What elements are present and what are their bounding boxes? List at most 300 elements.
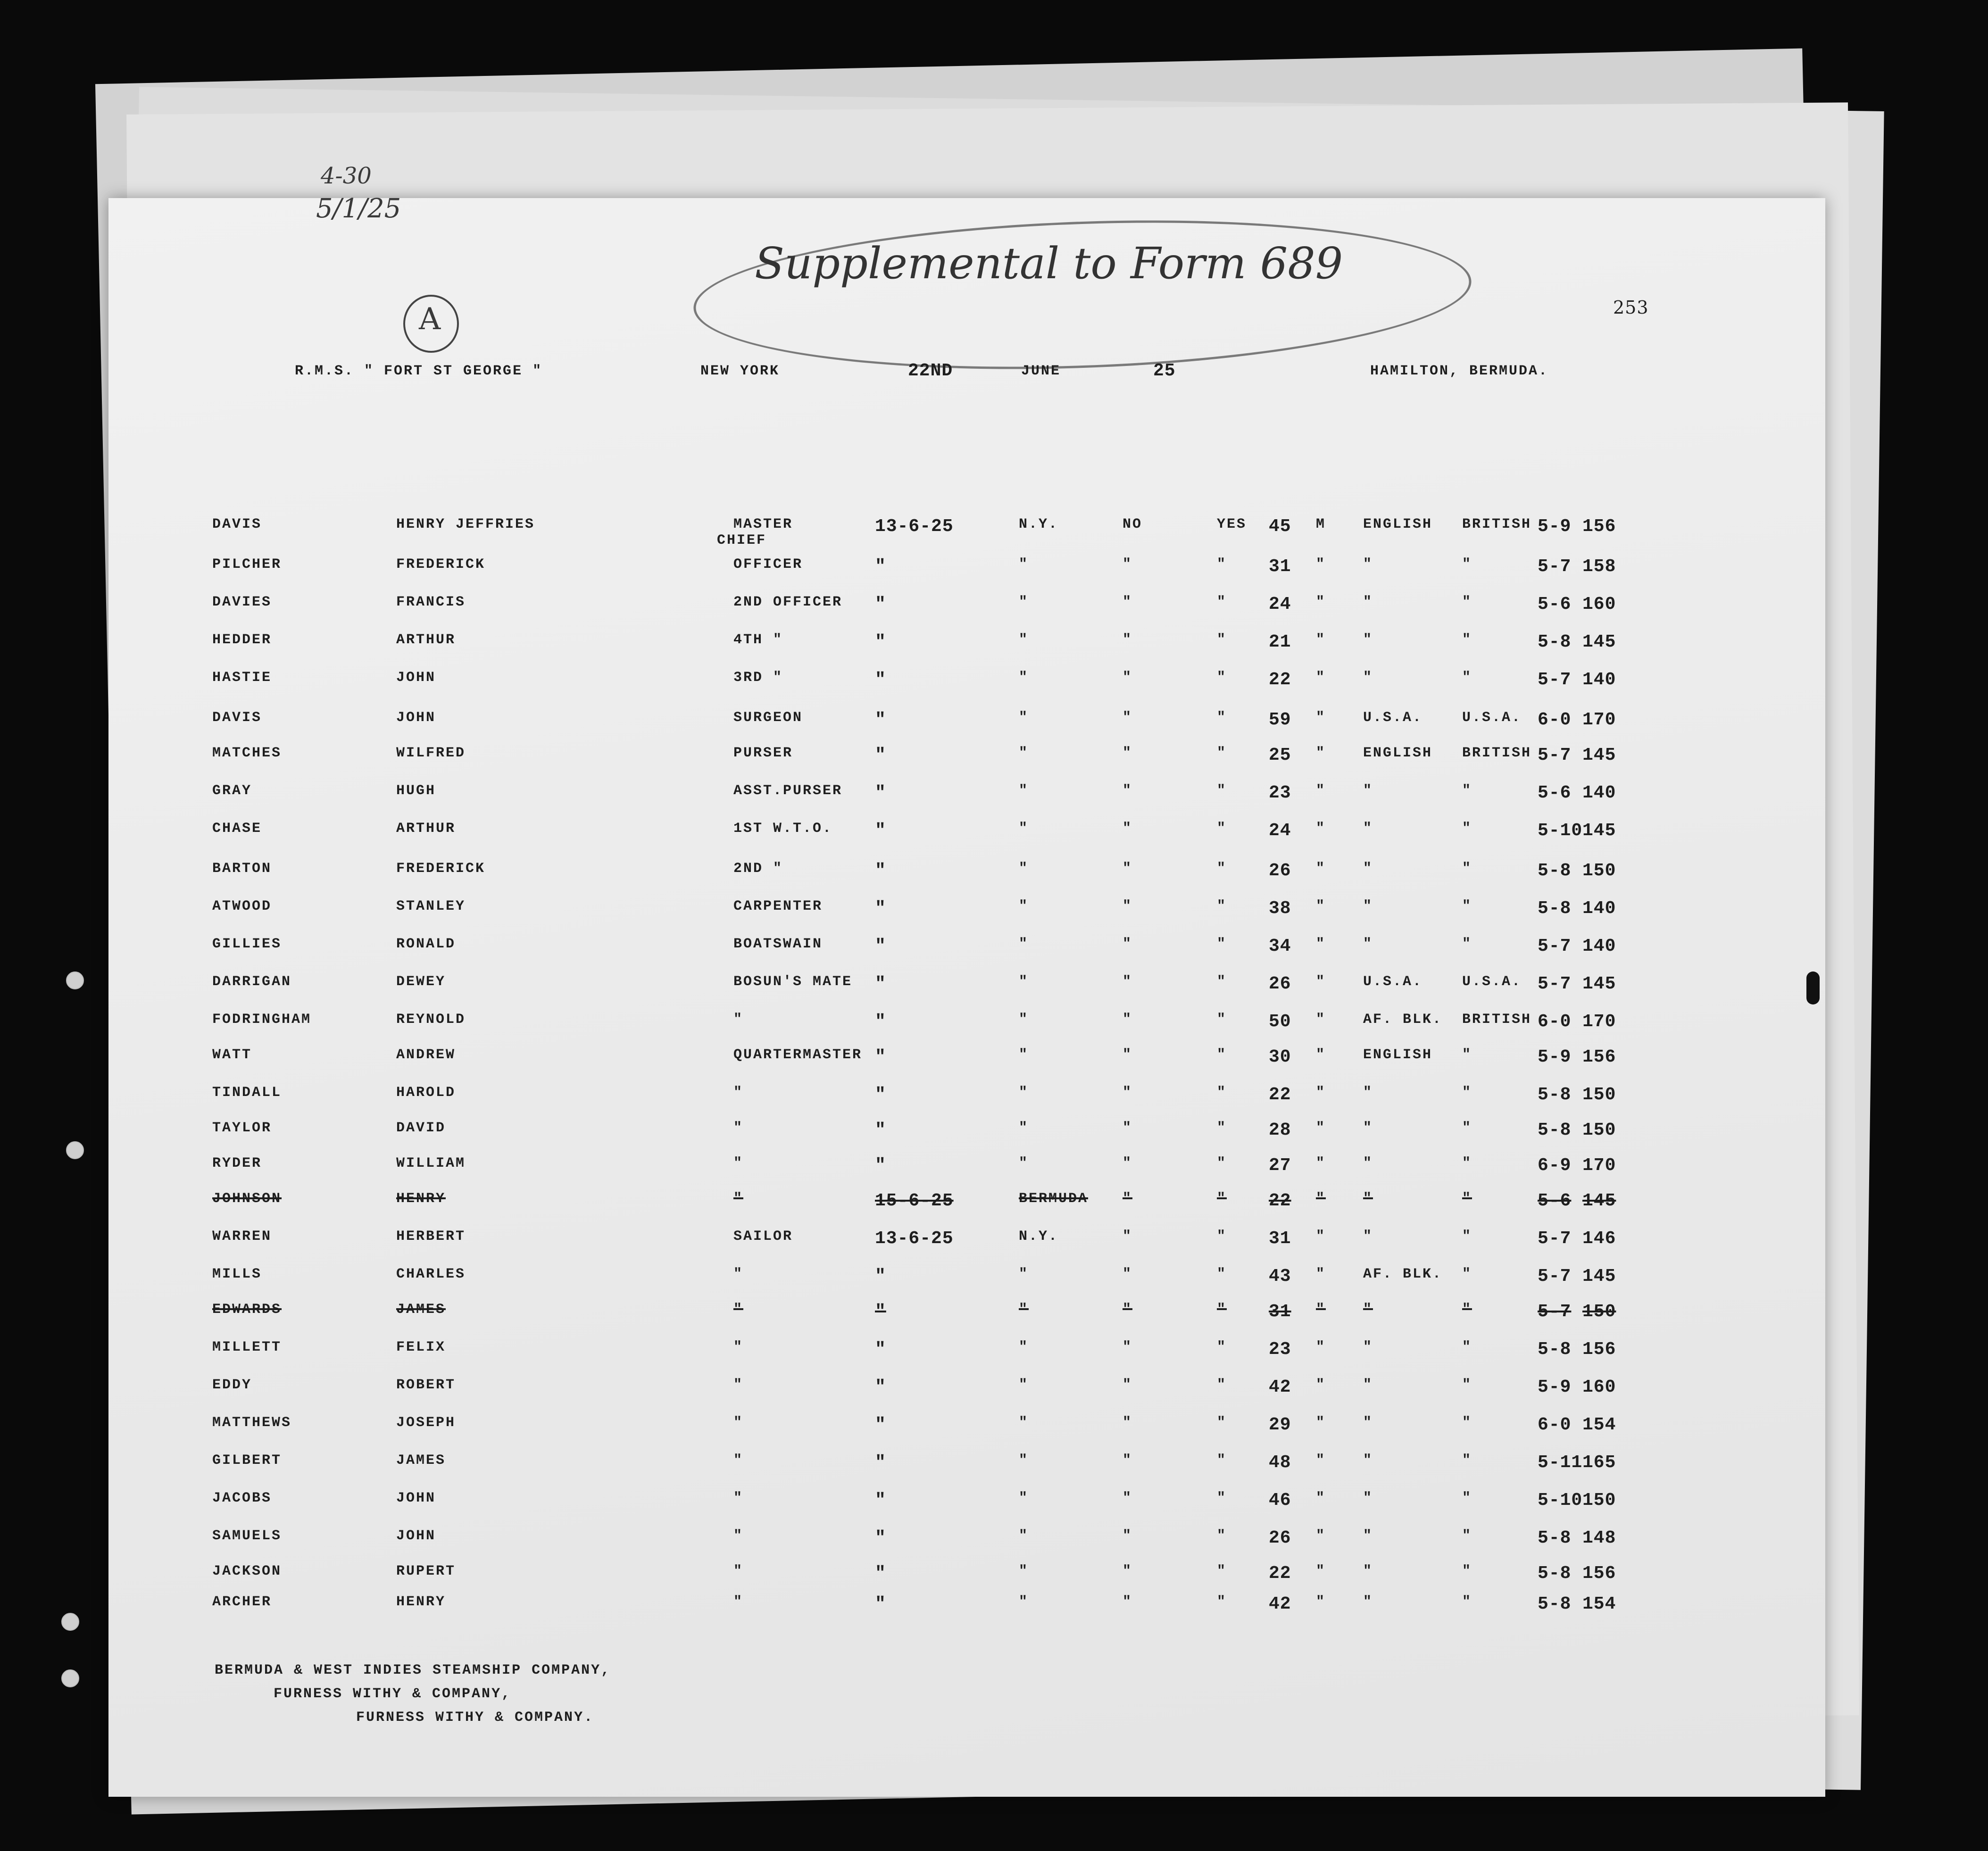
crew-given-name: HENRY [396, 1191, 446, 1207]
crew-race: " [1363, 783, 1373, 799]
crew-sex: " [1316, 1085, 1326, 1101]
crew-engaged-place: " [1019, 1490, 1029, 1506]
footer-line: BERMUDA & WEST INDIES STEAMSHIP COMPANY, [215, 1662, 611, 1678]
footer-line: FURNESS WITHY & COMPANY. [356, 1710, 594, 1726]
crew-literacy-no: " [1123, 861, 1133, 877]
crew-given-name: REYNOLD [396, 1012, 466, 1028]
crew-engaged-date: " [875, 670, 886, 690]
crew-nationality: " [1462, 556, 1472, 573]
crew-position: " [733, 1339, 744, 1355]
crew-weight: 156 [1582, 1047, 1616, 1067]
crew-age: 26 [1269, 1528, 1291, 1548]
crew-row [0, 745, 1988, 773]
crew-literacy-yes: " [1217, 1528, 1227, 1544]
crew-race: " [1363, 1339, 1373, 1355]
crew-literacy-no: " [1123, 974, 1133, 990]
crew-row [0, 1339, 1988, 1368]
footer-line: FURNESS WITHY & COMPANY, [274, 1686, 512, 1702]
crew-age: 23 [1269, 1339, 1291, 1360]
crew-engaged-place: " [1019, 1302, 1029, 1318]
crew-weight: 145 [1582, 821, 1616, 841]
crew-age: 34 [1269, 936, 1291, 956]
crew-literacy-no: " [1123, 821, 1133, 837]
crew-height: 5-8 [1538, 1339, 1572, 1360]
crew-sex: " [1316, 1191, 1326, 1207]
crew-surname: EDWARDS [212, 1302, 282, 1318]
crew-weight: 145 [1582, 745, 1616, 765]
crew-literacy-yes: " [1217, 1266, 1227, 1282]
crew-engaged-place: " [1019, 783, 1029, 799]
crew-surname: CHASE [212, 821, 262, 837]
crew-position: " [733, 1012, 744, 1028]
crew-literacy-yes: " [1217, 745, 1227, 761]
crew-engaged-place: " [1019, 1266, 1029, 1282]
crew-position: BOSUN'S MATE [733, 974, 853, 990]
crew-height: 6-0 [1538, 710, 1572, 730]
crew-engaged-date: " [875, 1415, 886, 1435]
crew-race: AF. BLK. [1363, 1012, 1443, 1028]
crew-height: 5-6 [1538, 1191, 1572, 1211]
crew-row [0, 1563, 1988, 1592]
punch-hole [61, 1669, 79, 1687]
crew-engaged-date: " [875, 861, 886, 881]
crew-given-name: HENRY [396, 1594, 446, 1610]
crew-literacy-yes: " [1217, 1085, 1227, 1101]
crew-surname: TAYLOR [212, 1120, 272, 1136]
crew-literacy-yes: " [1217, 710, 1227, 726]
crew-engaged-place: " [1019, 898, 1029, 914]
crew-row [0, 1266, 1988, 1295]
crew-row [0, 1528, 1988, 1556]
crew-given-name: DEWEY [396, 974, 446, 990]
crew-race: " [1363, 1528, 1373, 1544]
crew-age: 26 [1269, 861, 1291, 881]
crew-literacy-no: " [1123, 1085, 1133, 1101]
crew-literacy-no: " [1123, 710, 1133, 726]
crew-position: SAILOR [733, 1228, 793, 1245]
crew-engaged-date: " [875, 1377, 886, 1397]
crew-surname: FODRINGHAM [212, 1012, 312, 1028]
crew-given-name: JAMES [396, 1302, 446, 1318]
crew-height: 5-7 [1538, 556, 1572, 577]
crew-engaged-place: " [1019, 936, 1029, 952]
crew-engaged-place: " [1019, 1377, 1029, 1393]
crew-row [0, 1012, 1988, 1040]
crew-weight: 170 [1582, 710, 1616, 730]
crew-height: 5-8 [1538, 1120, 1572, 1140]
crew-position: OFFICER [733, 556, 803, 573]
crew-race: " [1363, 1302, 1373, 1318]
handwritten-note: 4-30 [321, 163, 372, 189]
crew-literacy-no: " [1123, 1453, 1133, 1469]
crew-surname: EDDY [212, 1377, 252, 1393]
crew-position: ASST.PURSER [733, 783, 843, 799]
crew-sex: " [1316, 974, 1326, 990]
crew-height: 5-7 [1538, 745, 1572, 765]
crew-literacy-yes: " [1217, 783, 1227, 799]
crew-engaged-date: " [875, 783, 886, 803]
crew-engaged-date: " [875, 1155, 886, 1176]
crew-position: MASTER [733, 516, 793, 532]
crew-height: 5-8 [1538, 1085, 1572, 1105]
crew-row [0, 1047, 1988, 1075]
departure-day: 22ND [908, 361, 953, 381]
crew-given-name: HUGH [396, 783, 436, 799]
crew-literacy-yes: " [1217, 1012, 1227, 1028]
crew-surname: MATCHES [212, 745, 282, 761]
crew-race: " [1363, 632, 1373, 648]
crew-literacy-yes: " [1217, 632, 1227, 648]
crew-height: 5-8 [1538, 632, 1572, 652]
crew-age: 31 [1269, 1228, 1291, 1249]
circled-letter: A [419, 302, 441, 337]
crew-race: " [1363, 1120, 1373, 1136]
crew-weight: 150 [1582, 861, 1616, 881]
crew-surname: DARRIGAN [212, 974, 292, 990]
crew-position: 2ND OFFICER [733, 594, 843, 610]
crew-position: " [733, 1302, 744, 1318]
crew-nationality: BRITISH [1462, 516, 1532, 532]
crew-age: 31 [1269, 556, 1291, 577]
crew-nationality: " [1462, 1191, 1472, 1207]
crew-position: " [733, 1453, 744, 1469]
crew-given-name: FREDERICK [396, 861, 486, 877]
crew-row [0, 1228, 1988, 1257]
crew-age: 22 [1269, 1563, 1291, 1584]
crew-race: " [1363, 1191, 1373, 1207]
crew-surname: MATTHEWS [212, 1415, 292, 1431]
crew-height: 5-7 [1538, 1266, 1572, 1287]
crew-engaged-date: " [875, 974, 886, 994]
crew-literacy-yes: " [1217, 1415, 1227, 1431]
crew-engaged-date: " [875, 1085, 886, 1105]
crew-surname: MILLS [212, 1266, 262, 1282]
crew-surname: SAMUELS [212, 1528, 282, 1544]
crew-nationality: U.S.A. [1462, 710, 1522, 726]
crew-position: " [733, 1563, 744, 1579]
crew-engaged-date: " [875, 1047, 886, 1067]
crew-race: " [1363, 936, 1373, 952]
crew-literacy-no: " [1123, 1266, 1133, 1282]
crew-surname: DAVIES [212, 594, 272, 610]
crew-literacy-no: " [1123, 898, 1133, 914]
crew-position-prefix: CHIEF [717, 532, 767, 548]
crew-given-name: FRANCIS [396, 594, 466, 610]
crew-age: 22 [1269, 1191, 1291, 1211]
crew-sex: " [1316, 936, 1326, 952]
crew-row [0, 710, 1988, 738]
crew-given-name: DAVID [396, 1120, 446, 1136]
crew-engaged-place: " [1019, 1155, 1029, 1171]
crew-given-name: HERBERT [396, 1228, 466, 1245]
crew-literacy-yes: " [1217, 1339, 1227, 1355]
crew-race: " [1363, 1155, 1373, 1171]
crew-engaged-date: " [875, 710, 886, 730]
crew-age: 23 [1269, 783, 1291, 803]
crew-height: 5-6 [1538, 783, 1572, 803]
crew-literacy-yes: " [1217, 1377, 1227, 1393]
crew-sex: " [1316, 783, 1326, 799]
crew-literacy-no: NO [1123, 516, 1143, 532]
crew-row [0, 1453, 1988, 1481]
crew-given-name: FREDERICK [396, 556, 486, 573]
crew-literacy-no: " [1123, 783, 1133, 799]
crew-surname: WATT [212, 1047, 252, 1063]
crew-literacy-no: " [1123, 1563, 1133, 1579]
crew-given-name: JOHN [396, 1528, 436, 1544]
crew-position: " [733, 1594, 744, 1610]
crew-age: 31 [1269, 1302, 1291, 1322]
crew-age: 28 [1269, 1120, 1291, 1140]
crew-engaged-date: " [875, 1120, 886, 1140]
crew-engaged-date: 15-6-25 [875, 1191, 954, 1211]
crew-engaged-place: " [1019, 1339, 1029, 1355]
crew-engaged-date: " [875, 1490, 886, 1511]
crew-engaged-place: " [1019, 745, 1029, 761]
crew-position: BOATSWAIN [733, 936, 823, 952]
crew-position: 1ST W.T.O. [733, 821, 833, 837]
crew-literacy-yes: " [1217, 861, 1227, 877]
crew-literacy-yes: " [1217, 1047, 1227, 1063]
crew-height: 5-10 [1538, 821, 1583, 841]
crew-row [0, 1377, 1988, 1405]
crew-age: 38 [1269, 898, 1291, 919]
crew-surname: TINDALL [212, 1085, 282, 1101]
crew-nationality: " [1462, 1120, 1472, 1136]
crew-weight: 150 [1582, 1120, 1616, 1140]
crew-literacy-no: " [1123, 1528, 1133, 1544]
crew-literacy-no: " [1123, 1228, 1133, 1245]
crew-engaged-place: N.Y. [1019, 1228, 1059, 1245]
crew-age: 22 [1269, 670, 1291, 690]
crew-position: " [733, 1490, 744, 1506]
crew-engaged-place: " [1019, 1528, 1029, 1544]
crew-nationality: " [1462, 821, 1472, 837]
crew-sex: " [1316, 1155, 1326, 1171]
crew-race: " [1363, 594, 1373, 610]
crew-given-name: CHARLES [396, 1266, 466, 1282]
crew-surname: ARCHER [212, 1594, 272, 1610]
departure-year: 25 [1153, 361, 1176, 381]
crew-sex: " [1316, 1490, 1326, 1506]
crew-sex: " [1316, 632, 1326, 648]
crew-literacy-no: " [1123, 1377, 1133, 1393]
crew-surname: JACKSON [212, 1563, 282, 1579]
crew-nationality: " [1462, 1266, 1472, 1282]
crew-engaged-place: " [1019, 1047, 1029, 1063]
crew-literacy-no: " [1123, 1415, 1133, 1431]
crew-literacy-yes: " [1217, 556, 1227, 573]
crew-engaged-place: " [1019, 1453, 1029, 1469]
crew-race: " [1363, 1085, 1373, 1101]
crew-engaged-date: " [875, 821, 886, 841]
crew-position: " [733, 1120, 744, 1136]
crew-engaged-place: " [1019, 1085, 1029, 1101]
crew-row [0, 1302, 1988, 1330]
handwritten-oval-note: Supplemental to Form 689 [755, 238, 1343, 289]
crew-engaged-date: " [875, 1266, 886, 1287]
crew-race: " [1363, 1594, 1373, 1610]
crew-surname: DAVIS [212, 516, 262, 532]
crew-position: 2ND " [733, 861, 783, 877]
crew-race: " [1363, 1377, 1373, 1393]
crew-age: 48 [1269, 1453, 1291, 1473]
crew-height: 5-9 [1538, 1047, 1572, 1067]
crew-given-name: JOHN [396, 710, 436, 726]
crew-nationality: " [1462, 1453, 1472, 1469]
crew-engaged-place: " [1019, 861, 1029, 877]
crew-surname: HEDDER [212, 632, 272, 648]
crew-age: 24 [1269, 594, 1291, 614]
crew-given-name: ARTHUR [396, 632, 456, 648]
crew-position: " [733, 1191, 744, 1207]
crew-position: " [733, 1415, 744, 1431]
crew-sex: " [1316, 710, 1326, 726]
crew-engaged-place: " [1019, 632, 1029, 648]
crew-surname: GILBERT [212, 1453, 282, 1469]
crew-position: CARPENTER [733, 898, 823, 914]
departure-port: NEW YORK [700, 363, 780, 379]
crew-row [0, 936, 1988, 964]
crew-race: " [1363, 1453, 1373, 1469]
crew-row [0, 1085, 1988, 1113]
crew-race: " [1363, 821, 1373, 837]
crew-sex: M [1316, 516, 1326, 532]
crew-nationality: " [1462, 861, 1472, 877]
crew-position: " [733, 1085, 744, 1101]
crew-given-name: STANLEY [396, 898, 466, 914]
crew-race: " [1363, 1415, 1373, 1431]
crew-height: 6-0 [1538, 1415, 1572, 1435]
crew-weight: 140 [1582, 670, 1616, 690]
crew-height: 5-8 [1538, 1594, 1572, 1614]
crew-row [0, 898, 1988, 927]
crew-race: " [1363, 861, 1373, 877]
crew-literacy-no: " [1123, 1155, 1133, 1171]
crew-age: 30 [1269, 1047, 1291, 1067]
crew-weight: 150 [1582, 1490, 1616, 1511]
destination: HAMILTON, BERMUDA. [1370, 363, 1549, 379]
crew-surname: ATWOOD [212, 898, 272, 914]
crew-literacy-yes: " [1217, 1191, 1227, 1207]
crew-weight: 145 [1582, 632, 1616, 652]
crew-literacy-yes: " [1217, 936, 1227, 952]
crew-race: " [1363, 1563, 1373, 1579]
crew-position: QUARTERMASTER [733, 1047, 863, 1063]
crew-age: 24 [1269, 821, 1291, 841]
crew-engaged-date: " [875, 632, 886, 652]
crew-height: 5-8 [1538, 861, 1572, 881]
crew-surname: PILCHER [212, 556, 282, 573]
crew-weight: 145 [1582, 1266, 1616, 1287]
crew-weight: 146 [1582, 1228, 1616, 1249]
crew-engaged-date: " [875, 1302, 886, 1322]
crew-surname: JOHNSON [212, 1191, 282, 1207]
crew-race: " [1363, 670, 1373, 686]
crew-given-name: HAROLD [396, 1085, 456, 1101]
crew-engaged-date: 13-6-25 [875, 1228, 954, 1249]
crew-sex: " [1316, 1120, 1326, 1136]
crew-surname: DAVIS [212, 710, 262, 726]
crew-given-name: WILFRED [396, 745, 466, 761]
crew-age: 59 [1269, 710, 1291, 730]
crew-weight: 170 [1582, 1012, 1616, 1032]
crew-height: 5-7 [1538, 974, 1572, 994]
crew-literacy-yes: " [1217, 1594, 1227, 1610]
crew-sex: " [1316, 1302, 1326, 1318]
crew-height: 5-8 [1538, 1563, 1572, 1584]
crew-position: " [733, 1377, 744, 1393]
crew-weight: 148 [1582, 1528, 1616, 1548]
crew-literacy-yes: " [1217, 821, 1227, 837]
crew-age: 27 [1269, 1155, 1291, 1176]
page-number: 253 [1613, 297, 1649, 318]
crew-race: ENGLISH [1363, 516, 1433, 532]
crew-literacy-yes: " [1217, 1563, 1227, 1579]
crew-weight: 150 [1582, 1085, 1616, 1105]
crew-surname: MILLETT [212, 1339, 282, 1355]
crew-age: 21 [1269, 632, 1291, 652]
crew-literacy-yes: " [1217, 898, 1227, 914]
crew-race: U.S.A. [1363, 974, 1423, 990]
crew-height: 6-0 [1538, 1012, 1572, 1032]
crew-race: AF. BLK. [1363, 1266, 1443, 1282]
crew-engaged-date: " [875, 556, 886, 577]
crew-surname: WARREN [212, 1228, 272, 1245]
crew-row [0, 632, 1988, 660]
crew-literacy-yes: " [1217, 594, 1227, 610]
crew-age: 46 [1269, 1490, 1291, 1511]
crew-sex: " [1316, 1528, 1326, 1544]
crew-sex: " [1316, 1339, 1326, 1355]
crew-weight: 154 [1582, 1594, 1616, 1614]
crew-height: 5-7 [1538, 670, 1572, 690]
crew-weight: 140 [1582, 898, 1616, 919]
crew-nationality: " [1462, 1155, 1472, 1171]
crew-row [0, 821, 1988, 849]
crew-sex: " [1316, 1377, 1326, 1393]
crew-given-name: JAMES [396, 1453, 446, 1469]
crew-given-name: FELIX [396, 1339, 446, 1355]
crew-engaged-date: " [875, 594, 886, 614]
crew-literacy-no: " [1123, 1120, 1133, 1136]
crew-nationality: " [1462, 1594, 1472, 1610]
crew-surname: RYDER [212, 1155, 262, 1171]
crew-age: 26 [1269, 974, 1291, 994]
crew-position: SURGEON [733, 710, 803, 726]
crew-sex: " [1316, 1012, 1326, 1028]
crew-age: 42 [1269, 1377, 1291, 1397]
crew-engaged-place: " [1019, 594, 1029, 610]
crew-race: U.S.A. [1363, 710, 1423, 726]
crew-nationality: " [1462, 1047, 1472, 1063]
crew-engaged-place: " [1019, 1415, 1029, 1431]
crew-literacy-no: " [1123, 632, 1133, 648]
crew-height: 5-8 [1538, 1528, 1572, 1548]
crew-age: 45 [1269, 516, 1291, 537]
crew-sex: " [1316, 821, 1326, 837]
crew-literacy-yes: " [1217, 1120, 1227, 1136]
crew-literacy-yes: " [1217, 974, 1227, 990]
crew-nationality: " [1462, 632, 1472, 648]
crew-race: ENGLISH [1363, 1047, 1433, 1063]
crew-weight: 156 [1582, 516, 1616, 537]
crew-sex: " [1316, 745, 1326, 761]
crew-row [0, 1120, 1988, 1148]
crew-engaged-place: " [1019, 1563, 1029, 1579]
crew-given-name: ROBERT [396, 1377, 456, 1393]
crew-literacy-no: " [1123, 670, 1133, 686]
